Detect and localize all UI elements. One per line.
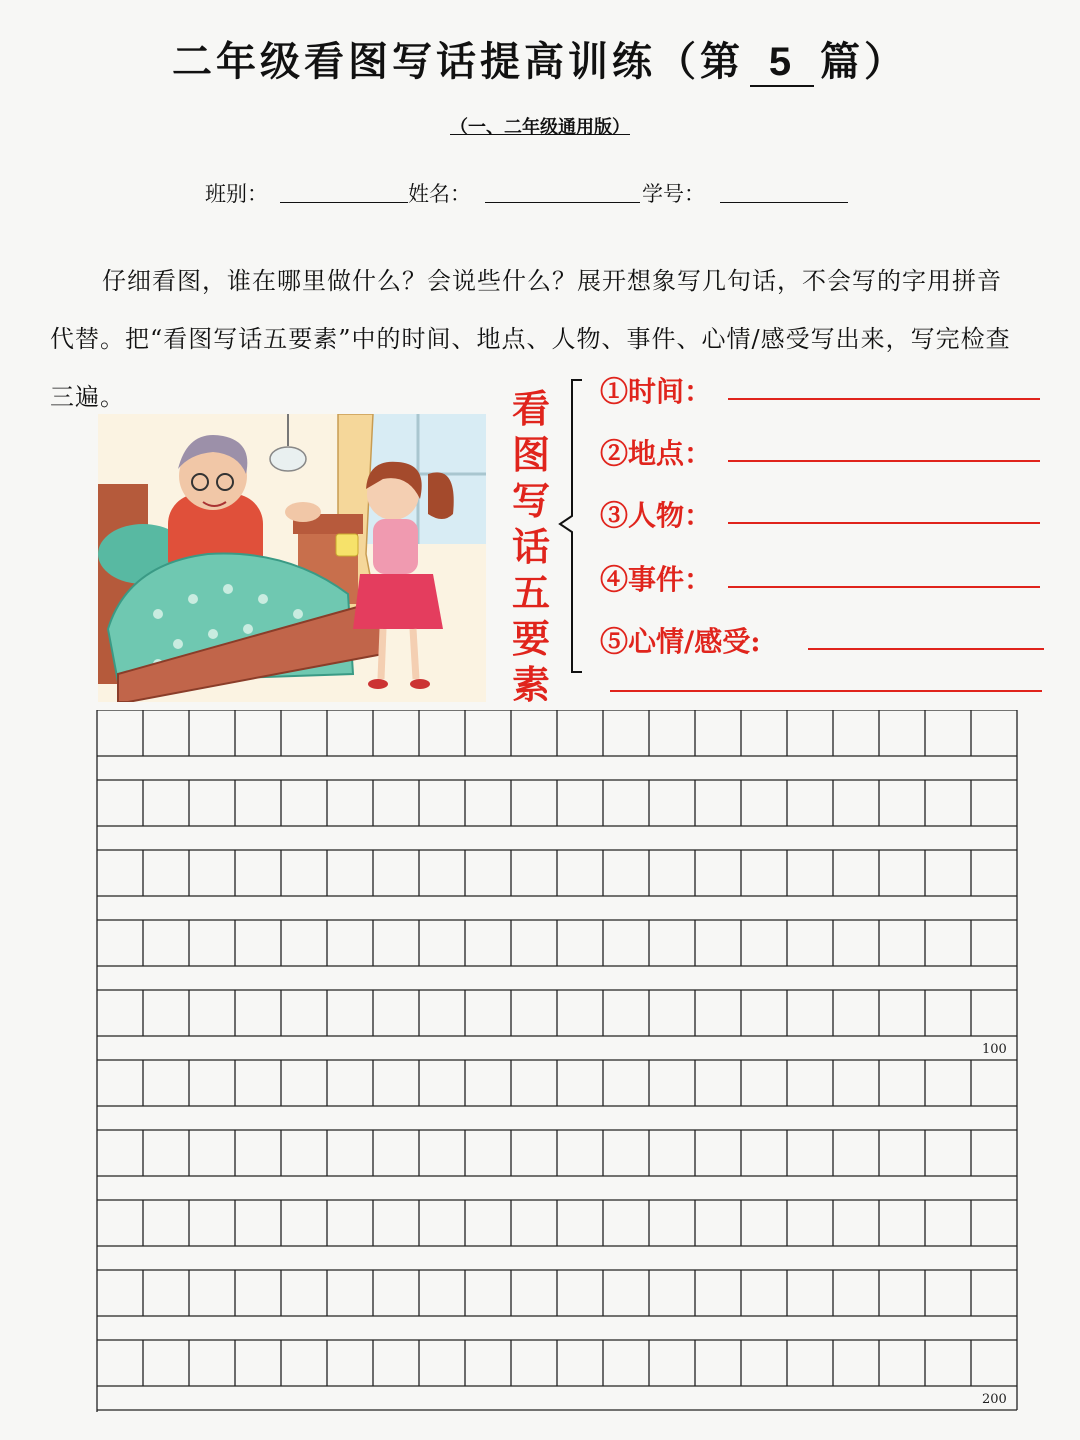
vertical-title-char: 五 — [511, 570, 550, 615]
writing-grid[interactable] — [96, 710, 1046, 1418]
element-label-place: ②地点： — [600, 437, 713, 470]
vertical-title-char: 看 — [511, 386, 550, 431]
element-line-feeling-continued[interactable] — [610, 690, 1042, 692]
element-line-place[interactable] — [728, 460, 1040, 462]
writing-grid-svg[interactable] — [96, 710, 1046, 1414]
subtitle-text: （一、二年级通用版） — [450, 117, 630, 138]
illustration — [98, 414, 486, 702]
element-label-time: ①时间： — [600, 375, 713, 408]
element-label-people: ③人物： — [600, 499, 713, 532]
subtitle — [0, 113, 1080, 139]
title-prefix: 二年级看图写话提高训练（第 — [172, 38, 744, 85]
title-suffix: 篇） — [820, 38, 908, 85]
instructions-text: 仔细看图，谁在哪里做什么？会说些什么？展开想象写几句话，不会写的字用拼音代替。把“看图写话五要素”中的时间、地点、人物、事件、心情/感受写出来，写完检查三遍。 — [50, 267, 1011, 411]
grid-count-marker: 200 — [982, 1392, 1007, 1407]
vertical-title-char: 写 — [511, 478, 550, 523]
element-line-feeling[interactable] — [808, 648, 1044, 650]
vertical-title-char: 图 — [511, 432, 550, 477]
element-row-people — [600, 494, 1050, 530]
element-row-time — [600, 370, 1050, 406]
class-label: 班别： — [205, 182, 268, 206]
element-row-event — [600, 558, 1050, 594]
element-line-time[interactable] — [728, 398, 1040, 400]
class-field[interactable] — [280, 202, 408, 203]
element-label-feeling: ⑤心情/感受: — [600, 625, 761, 658]
vertical-title-char: 要 — [511, 616, 550, 661]
grid-count-marker: 100 — [982, 1042, 1007, 1057]
name-label: 姓名： — [408, 182, 471, 206]
title-number: 5 — [750, 40, 814, 87]
element-label-event: ④事件： — [600, 563, 713, 596]
worksheet-title — [0, 30, 1080, 87]
name-field[interactable] — [485, 202, 640, 203]
element-line-event[interactable] — [728, 586, 1040, 588]
vertical-title-char: 话 — [511, 524, 550, 569]
student-number-field[interactable] — [720, 202, 848, 203]
element-row-feeling — [600, 620, 1050, 656]
element-row-place — [600, 432, 1050, 468]
vertical-title-char: 素 — [511, 662, 550, 707]
student-number-label: 学号： — [642, 182, 705, 206]
element-line-people[interactable] — [728, 522, 1040, 524]
brace-icon — [548, 376, 588, 676]
